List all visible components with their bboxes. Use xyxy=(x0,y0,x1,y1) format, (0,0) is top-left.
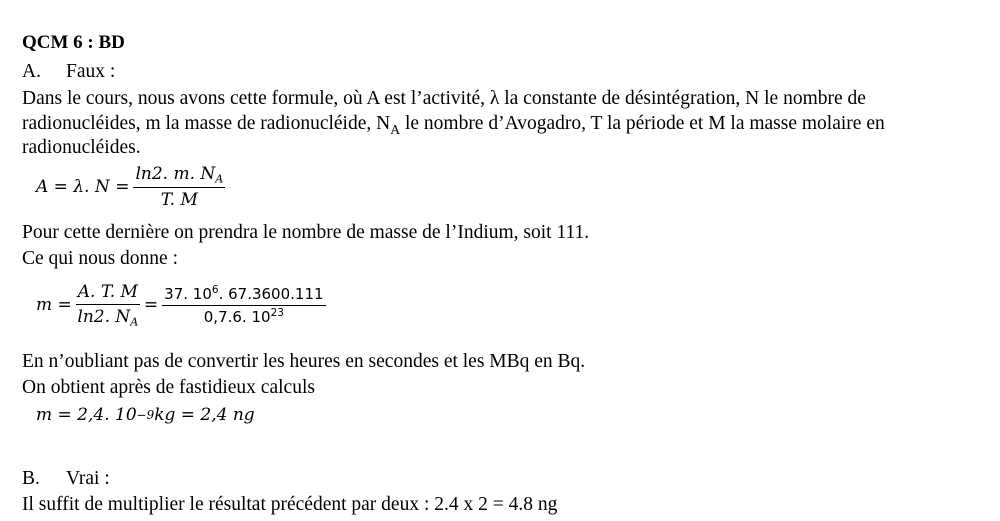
fraction-denominator xyxy=(204,306,284,326)
paragraph-line xyxy=(22,113,885,137)
paragraph-line: Il suffit de multiplier le résultat précédent par deux : 2.4 x 2 = 4.8 ng xyxy=(22,494,558,515)
paragraph-line: Dans le cours, nous avons cette formule, où A est l’activité, λ la constante de désintégration, N le nombre de xyxy=(22,88,866,109)
section-b-header xyxy=(22,469,110,489)
activity-formula xyxy=(36,164,229,210)
fraction xyxy=(133,164,225,210)
fraction-denominator: T. M xyxy=(160,190,198,211)
superscript: 23 xyxy=(270,306,284,319)
section-b-verdict: Vrai : xyxy=(66,468,110,489)
denominator-text: ln2. N xyxy=(77,307,131,327)
section-a-letter: A. xyxy=(22,61,41,82)
numerator-text: ln2. m. N xyxy=(135,164,216,184)
fraction-numerator xyxy=(133,164,225,188)
numerator-text: 37. 10 xyxy=(164,284,212,303)
section-a-header xyxy=(22,62,115,82)
paragraph-line: On obtient après de fastidieux calculs xyxy=(22,377,315,398)
paragraph-line: radionucléides. xyxy=(22,137,141,158)
subscript: A xyxy=(390,121,401,137)
formula-lhs: m = xyxy=(36,295,72,316)
subscript: A xyxy=(130,315,139,329)
section-a-verdict: Faux : xyxy=(66,61,116,82)
paragraph-line: Pour cette dernière on prendra le nombre de masse de l’Indium, soit 111. xyxy=(22,222,590,243)
equals-sign: = xyxy=(143,295,159,316)
denominator-text: 0,7.6. 10 xyxy=(203,307,271,326)
mass-formula xyxy=(36,282,330,328)
superscript: 6 xyxy=(211,283,219,296)
section-b-letter: B. xyxy=(22,468,40,489)
fraction xyxy=(76,282,140,328)
formula-text: m = 2,4. 10 xyxy=(36,405,137,425)
subscript: A xyxy=(215,172,224,186)
paragraph-line: Ce qui nous donne : xyxy=(22,248,178,269)
numerator-text: . 67.3600.111 xyxy=(218,284,324,303)
question-title: QCM 6 : BD xyxy=(22,32,125,53)
fraction xyxy=(162,285,325,326)
result-formula: m = 2,4. 10 −9 kg = 2,4 ng xyxy=(36,405,255,425)
formula-lhs: A = λ. N = xyxy=(36,177,130,198)
paragraph-text: le nombre d’Avogadro, T la période et M la masse molaire en xyxy=(400,113,885,134)
fraction-numerator xyxy=(162,285,325,306)
fraction-numerator: A. T. M xyxy=(76,282,140,305)
paragraph-text: radionucléides, m la masse de radionucléide, N xyxy=(22,113,391,134)
paragraph-line: En n’oubliant pas de convertir les heures en secondes et les MBq en Bq. xyxy=(22,351,586,372)
fraction-denominator xyxy=(77,305,138,328)
formula-text: kg = 2,4 ng xyxy=(154,405,255,425)
